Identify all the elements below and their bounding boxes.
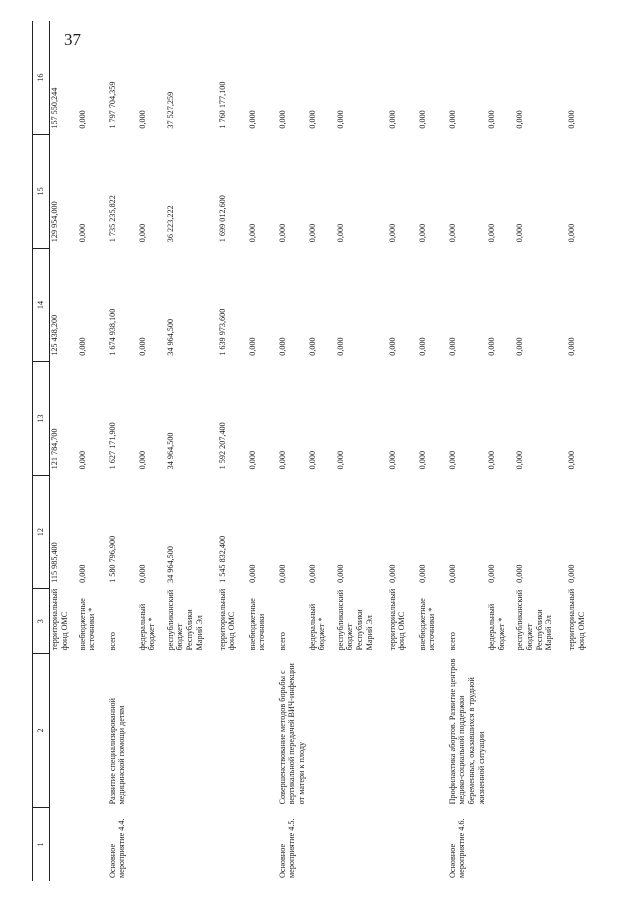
value-cell: 0,000 xyxy=(247,337,257,356)
value-cell: 0,000 xyxy=(247,110,257,129)
program-code-cell xyxy=(50,807,78,881)
program-code-cell xyxy=(138,807,166,881)
funding-source-cell: республиканский бюджет Республики Марий Эл xyxy=(165,589,205,651)
value-cell: 0,000 xyxy=(447,450,457,470)
value-cell: 0,000 xyxy=(77,110,87,129)
value-cell: 0,000 xyxy=(335,450,345,470)
program-code-cell xyxy=(388,807,418,881)
value-cell: 157 550,244 xyxy=(50,87,59,129)
value-cell: 121 784,700 xyxy=(50,428,59,470)
funding-source-cell: территориальный фонд ОМС xyxy=(566,588,586,651)
value-cell: 0,000 xyxy=(566,337,576,356)
funding-source-cell: внебюджетные источники * xyxy=(417,598,437,651)
value-cell: 0,000 xyxy=(77,450,87,470)
value-cell: 1 674 938,100 xyxy=(107,308,117,356)
value-cell: 34 964,500 xyxy=(165,432,175,470)
table-row xyxy=(278,21,308,881)
program-title-cell xyxy=(248,653,278,807)
header-row xyxy=(33,21,50,881)
header-cell: 12 xyxy=(33,475,50,589)
value-cell: 1 580 796,900 xyxy=(107,535,117,583)
table-row xyxy=(218,21,248,881)
header-cell: 14 xyxy=(33,248,50,362)
value-cell: 0,000 xyxy=(514,337,524,356)
value-cell: 0,000 xyxy=(447,223,457,243)
program-title-cell xyxy=(418,653,448,807)
value-cell: 0,000 xyxy=(417,223,427,243)
value-cell: 0,000 xyxy=(566,223,576,243)
value-cell: 0,000 xyxy=(307,564,317,583)
header-cell: 13 xyxy=(33,362,50,476)
program-code-cell xyxy=(567,807,597,881)
value-cell: 1 627 171,900 xyxy=(107,422,117,470)
header-cell: 15 xyxy=(33,135,50,249)
value-cell: 0,000 xyxy=(486,223,496,243)
value-cell: 0,000 xyxy=(277,450,287,470)
program-title-cell xyxy=(308,653,336,807)
program-code-cell: Основное мероприятие 4.4. xyxy=(107,818,127,878)
value-cell: 1 797 704,359 xyxy=(107,81,117,129)
value-cell: 0,000 xyxy=(307,337,317,356)
value-cell: 34 964,500 xyxy=(165,546,175,583)
value-cell: 0,000 xyxy=(77,564,87,583)
value-cell: 0,000 xyxy=(566,450,576,470)
program-title-cell xyxy=(218,653,248,807)
value-cell: 0,000 xyxy=(77,337,87,356)
program-title-cell xyxy=(166,653,218,807)
funding-source-cell: территориальный фонд ОМС xyxy=(217,588,237,651)
value-cell: 0,000 xyxy=(277,337,287,356)
value-cell: 0,000 xyxy=(566,110,576,129)
program-code-cell xyxy=(487,807,515,881)
table-row xyxy=(248,21,278,881)
funding-source-cell: всего xyxy=(447,631,457,651)
program-code-cell: Основное мероприятие 4.6. xyxy=(447,818,467,878)
table-row xyxy=(448,21,487,881)
program-title-cell xyxy=(487,653,515,807)
funding-table xyxy=(32,21,597,881)
table-row xyxy=(50,21,78,881)
table-row xyxy=(78,21,108,881)
table-row xyxy=(567,21,597,881)
program-title-cell xyxy=(515,653,567,807)
program-code-cell xyxy=(248,807,278,881)
value-cell: 0,000 xyxy=(137,450,147,470)
value-cell: 0,000 xyxy=(137,337,147,356)
table-row xyxy=(108,21,138,881)
value-cell: 0,000 xyxy=(247,223,257,243)
funding-source-cell: всего xyxy=(277,631,287,651)
value-cell: 0,000 xyxy=(335,223,345,243)
funding-source-cell: внебюджетные источники * xyxy=(77,598,97,651)
value-cell: 0,000 xyxy=(514,450,524,470)
value-cell: 0,000 xyxy=(417,450,427,470)
value-cell: 0,000 xyxy=(335,110,345,129)
value-cell: 0,000 xyxy=(137,564,147,583)
funding-source-cell: республиканский бюджет Республики Марий Эл xyxy=(335,589,375,651)
program-title-cell xyxy=(78,653,108,807)
value-cell: 0,000 xyxy=(137,110,147,129)
value-cell: 0,000 xyxy=(514,564,524,583)
funding-source-cell: республиканский бюджет Республики Марий Эл xyxy=(514,589,554,651)
funding-source-cell: всего xyxy=(107,631,117,651)
value-cell: 1 639 973,600 xyxy=(217,308,227,356)
value-cell: 0,000 xyxy=(417,110,427,129)
value-cell: 115 985,400 xyxy=(50,542,59,583)
table-body xyxy=(50,21,597,881)
value-cell: 0,000 xyxy=(387,450,397,470)
header-cell: 16 xyxy=(33,21,50,135)
funding-source-cell: внебюджетные источники xyxy=(247,598,267,651)
program-title-cell xyxy=(388,653,418,807)
program-title-cell: Совершенствование методов борьбы с вертикальной передачей ВИЧ-инфекции от матери к плоду xyxy=(277,663,307,805)
value-cell: 0,000 xyxy=(387,110,397,129)
header-cell: 1 xyxy=(33,807,50,881)
value-cell: 0,000 xyxy=(566,564,576,583)
value-cell: 36 223,222 xyxy=(165,205,175,243)
value-cell: 0,000 xyxy=(277,564,287,583)
value-cell: 0,000 xyxy=(307,110,317,129)
value-cell: 1 699 012,600 xyxy=(217,195,227,243)
value-cell: 0,000 xyxy=(335,564,345,583)
program-title-cell xyxy=(336,653,388,807)
program-title-cell xyxy=(138,653,166,807)
value-cell: 34 964,500 xyxy=(165,318,175,356)
program-code-cell xyxy=(336,807,388,881)
table-row xyxy=(418,21,448,881)
program-title-cell xyxy=(50,653,78,807)
value-cell: 0,000 xyxy=(417,337,427,356)
value-cell: 1 592 207,400 xyxy=(217,422,227,470)
value-cell: 0,000 xyxy=(387,564,397,583)
value-cell: 0,000 xyxy=(447,564,457,583)
table-row xyxy=(308,21,336,881)
table-row xyxy=(388,21,418,881)
value-cell: 1 760 177,100 xyxy=(217,81,227,129)
value-cell: 0,000 xyxy=(247,564,257,583)
funding-source-cell: федеральный бюджет * xyxy=(486,603,506,651)
program-code-cell xyxy=(166,807,218,881)
program-title-cell xyxy=(567,653,597,807)
funding-source-cell: территориальный фонд ОМС xyxy=(387,588,407,651)
value-cell: 1 735 235,822 xyxy=(107,195,117,243)
value-cell: 0,000 xyxy=(335,337,345,356)
program-code-cell xyxy=(308,807,336,881)
value-cell: 0,000 xyxy=(486,450,496,470)
program-title-cell: Развитие специализированной медицинской помощи детям xyxy=(107,698,127,805)
value-cell: 0,000 xyxy=(137,223,147,243)
value-cell: 0,000 xyxy=(277,223,287,243)
table-row xyxy=(336,21,388,881)
value-cell: 0,000 xyxy=(514,223,524,243)
value-cell: 1 545 832,400 xyxy=(217,535,227,583)
value-cell: 37 527,259 xyxy=(165,91,175,129)
value-cell: 0,000 xyxy=(277,110,287,129)
funding-source-cell: территориальный фонд ОМС xyxy=(50,588,69,651)
value-cell: 0,000 xyxy=(447,337,457,356)
program-code-cell xyxy=(515,807,567,881)
value-cell: 0,000 xyxy=(486,110,496,129)
value-cell: 0,000 xyxy=(486,564,496,583)
funding-source-cell: федеральный бюджет * xyxy=(137,603,157,651)
value-cell: 0,000 xyxy=(486,337,496,356)
value-cell: 129 954,000 xyxy=(50,201,59,243)
value-cell: 0,000 xyxy=(307,450,317,470)
table-row xyxy=(138,21,166,881)
table-row xyxy=(515,21,567,881)
table-row xyxy=(166,21,218,881)
value-cell: 0,000 xyxy=(514,110,524,129)
value-cell: 0,000 xyxy=(387,223,397,243)
funding-source-cell: федеральный бюджет * xyxy=(307,603,327,651)
value-cell: 125 438,200 xyxy=(50,314,59,356)
program-code-cell xyxy=(218,807,248,881)
program-code-cell xyxy=(418,807,448,881)
value-cell: 0,000 xyxy=(307,223,317,243)
program-code-cell: Основное мероприятие 4.5. xyxy=(277,818,297,878)
header-cell: 2 xyxy=(33,653,50,807)
rotated-table-container xyxy=(32,21,602,881)
value-cell: 0,000 xyxy=(247,450,257,470)
table-row xyxy=(487,21,515,881)
value-cell: 0,000 xyxy=(387,337,397,356)
page-number: 37 xyxy=(64,30,81,49)
header-cell: 3 xyxy=(33,589,50,654)
program-title-cell: Профилактика абортов. Развитие центров медико-социальной поддержки беременных, оказавшихся в трудной жизненной ситуации xyxy=(447,658,487,805)
value-cell: 0,000 xyxy=(77,223,87,243)
value-cell: 0,000 xyxy=(447,110,457,129)
value-cell: 0,000 xyxy=(417,564,427,583)
program-code-cell xyxy=(78,807,108,881)
